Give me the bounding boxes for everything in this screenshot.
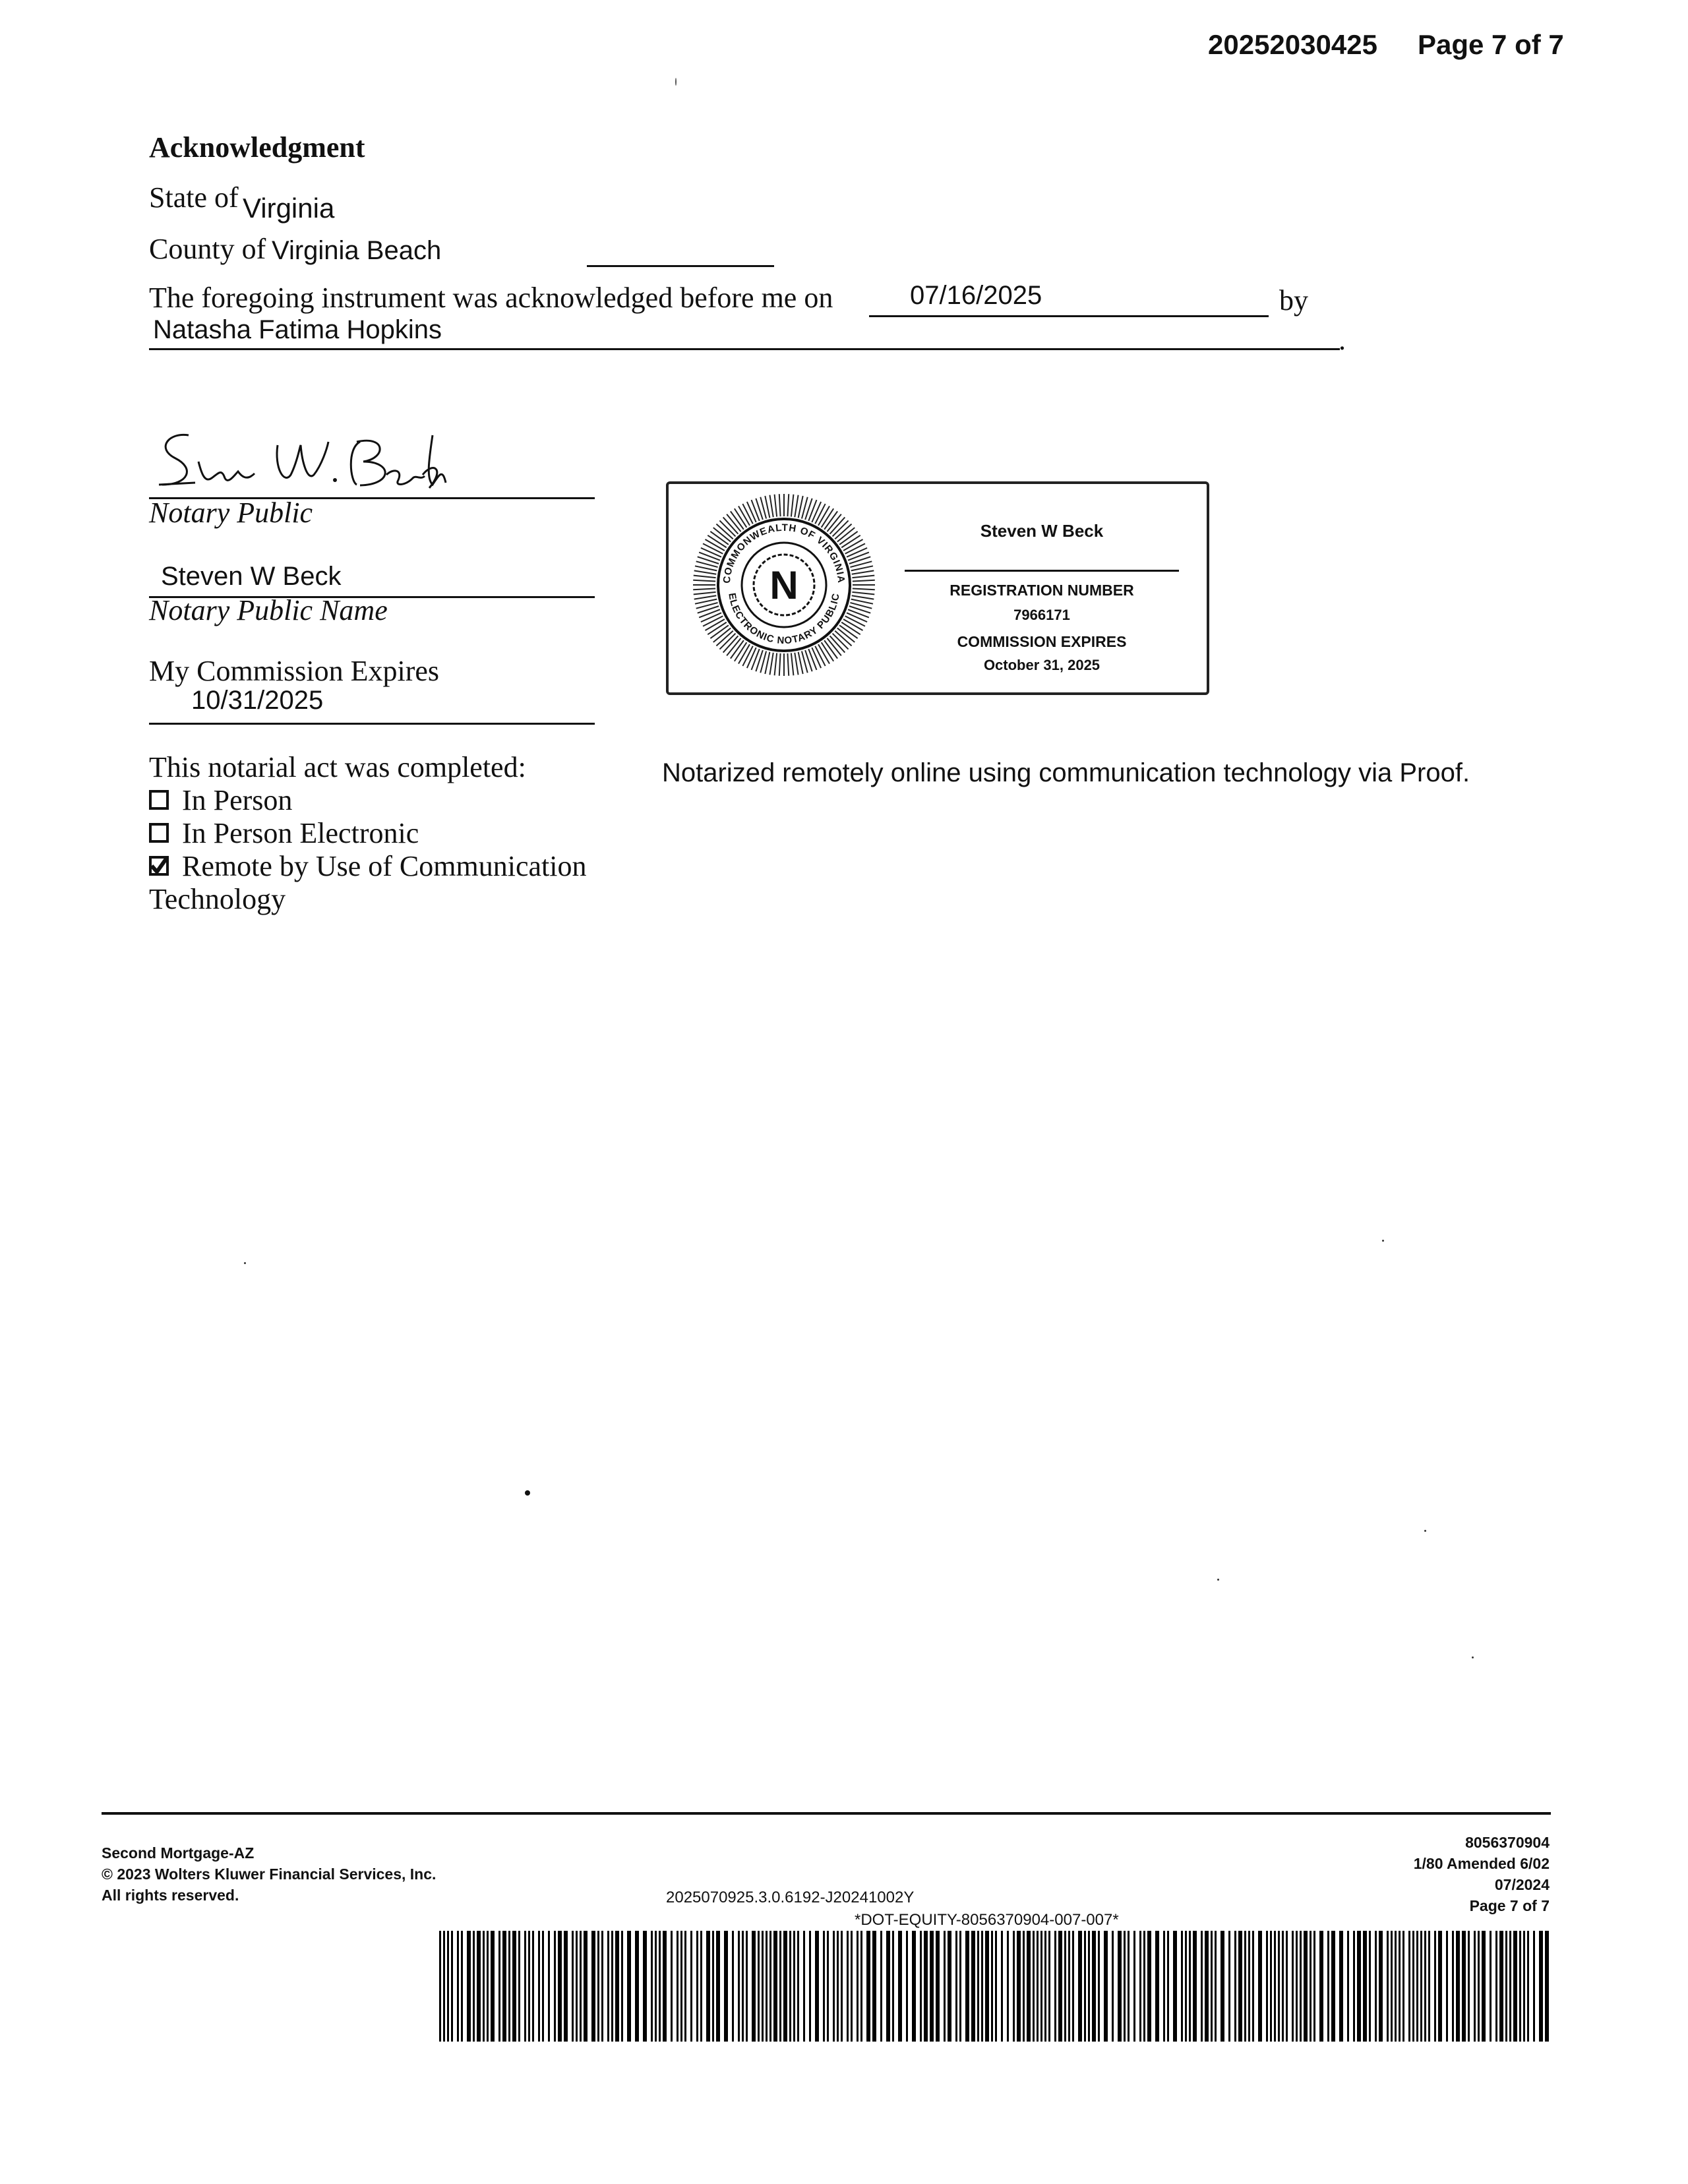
- signature-graphic: [149, 422, 452, 501]
- seal-registration-label: REGISTRATION NUMBER: [950, 582, 1134, 599]
- footer-form-name: Second Mortgage-AZ: [102, 1844, 255, 1862]
- footer-loan-number: 8056370904: [1465, 1834, 1550, 1851]
- option-in-person-electronic: In Person Electronic: [182, 817, 419, 849]
- county-value: Virginia Beach: [272, 236, 442, 265]
- commission-expires-label: My Commission Expires: [149, 655, 440, 687]
- county-label: County of: [149, 233, 266, 265]
- notary-signature: [149, 422, 452, 501]
- footer-copyright: © 2023 Wolters Kluwer Financial Services, Inc.: [102, 1866, 437, 1883]
- signer-line: [149, 348, 1340, 350]
- scan-speck: [1472, 1656, 1474, 1658]
- notarial-act-intro: This notarial act was completed:: [149, 751, 526, 783]
- foregoing-text: The foregoing instrument was acknowledged before me on: [149, 282, 833, 314]
- seal-center-letter: N: [769, 563, 799, 607]
- scan-speck: [244, 1262, 246, 1264]
- notary-name-value: Steven W Beck: [161, 562, 342, 591]
- acknowledgment-date: 07/16/2025: [910, 281, 1042, 310]
- scan-mark: [675, 78, 677, 86]
- seal-divider: [905, 570, 1179, 572]
- page-number: Page 7 of 7: [1418, 29, 1564, 60]
- seal-registration-number: 7966171: [1013, 607, 1070, 623]
- seal-ring-bottom-text: ELECTRONIC NOTARY PUBLIC: [726, 592, 842, 647]
- by-label: by: [1279, 284, 1308, 317]
- seal-ring-top-text: COMMONWEALTH OF VIRGINIA: [721, 522, 847, 584]
- seal-graphic: [688, 489, 880, 681]
- seal-commission-date: October 31, 2025: [983, 657, 1100, 673]
- remote-note: Notarized remotely online using communication technology via Proof.: [662, 758, 1470, 787]
- document-number: 20252030425: [1208, 29, 1377, 60]
- barcode: [439, 1931, 1550, 2042]
- footer-center-code: 2025070925.3.0.6192-J20241002Y: [666, 1889, 915, 1906]
- notary-name-label: Notary Public Name: [149, 594, 388, 626]
- barcode-text: *DOT-EQUITY-8056370904-007-007*: [855, 1911, 1119, 1929]
- footer-amended: 1/80 Amended 6/02: [1413, 1855, 1550, 1872]
- checkbox-in-person-electronic[interactable]: [149, 823, 169, 843]
- footer-revision-date: 07/2024: [1494, 1876, 1550, 1893]
- notary-seal-emblem: [688, 489, 880, 681]
- footer-rights: All rights reserved.: [102, 1887, 239, 1904]
- acknowledgment-title: Acknowledgment: [149, 131, 365, 164]
- option-in-person: In Person: [182, 784, 293, 816]
- scan-speck: [1424, 1530, 1426, 1532]
- seal-notary-name: Steven W Beck: [980, 521, 1104, 541]
- signer-name: Natasha Fatima Hopkins: [153, 315, 442, 344]
- county-extra-line: [587, 265, 774, 267]
- option-remote-continuation: Technology: [149, 883, 286, 915]
- scan-speck: [1382, 1240, 1384, 1242]
- footer-page-label: Page 7 of 7: [1469, 1897, 1550, 1914]
- seal-commission-label: COMMISSION EXPIRES: [957, 633, 1127, 650]
- signer-period: .: [1339, 324, 1346, 356]
- state-value: Virginia: [243, 193, 335, 224]
- barcode-graphic: [439, 1931, 1550, 2042]
- scan-speck: [1217, 1579, 1219, 1581]
- commission-line: [149, 723, 595, 725]
- scan-speck: [525, 1490, 530, 1496]
- state-label: State of: [149, 181, 239, 214]
- date-line: [869, 315, 1269, 317]
- commission-expires-value: 10/31/2025: [191, 686, 324, 715]
- checkbox-in-person[interactable]: [149, 790, 169, 810]
- option-remote: Remote by Use of Communication: [182, 850, 587, 882]
- checkbox-remote[interactable]: [149, 856, 169, 876]
- notary-public-label: Notary Public: [149, 497, 313, 529]
- footer-rule: [102, 1812, 1551, 1815]
- check-mark-icon: [149, 856, 169, 876]
